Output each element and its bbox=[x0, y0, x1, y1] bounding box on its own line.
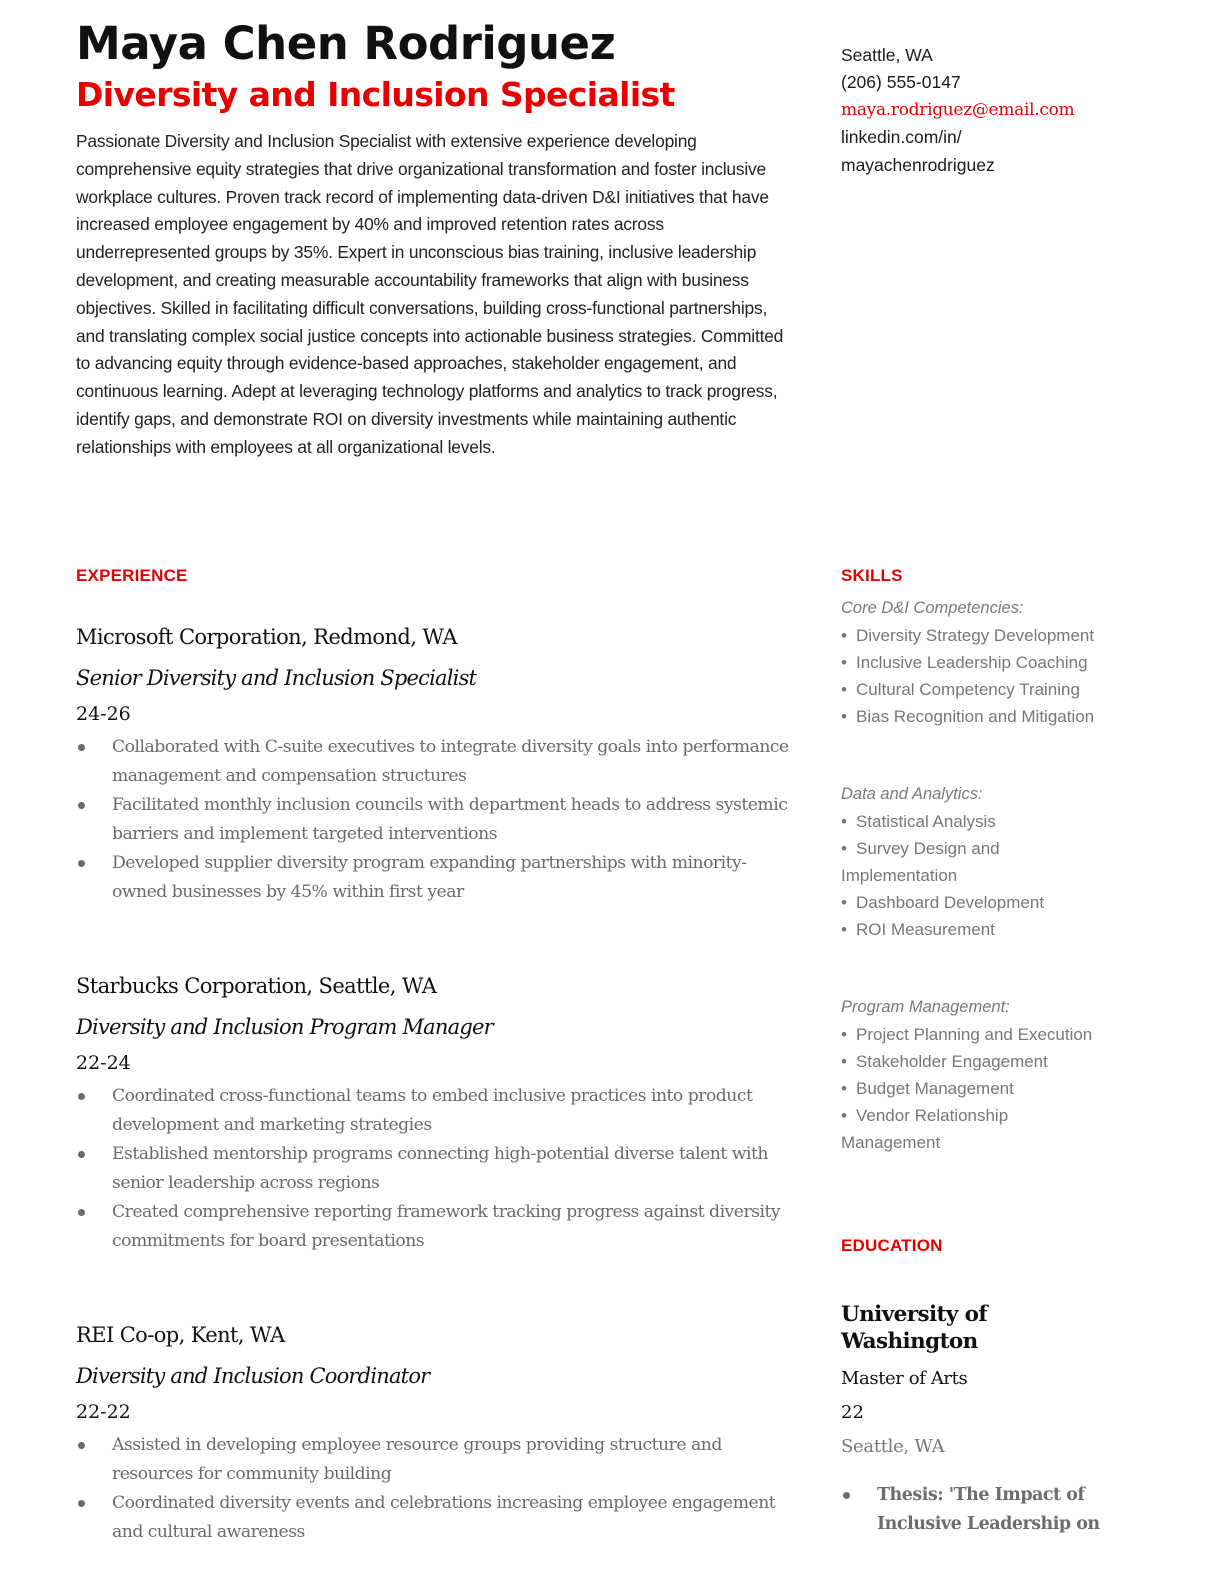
job-role: Diversity and Inclusion Coordinator bbox=[76, 1364, 430, 1388]
bullet-dot-icon: • bbox=[841, 1052, 847, 1071]
skills-heading: SKILLS bbox=[841, 566, 903, 585]
header-left bbox=[76, 14, 786, 462]
bullet-dot-icon: • bbox=[841, 1106, 847, 1125]
job-company: Starbucks Corporation, Seattle, WA bbox=[76, 974, 437, 998]
skill-text: Vendor Relationship Management bbox=[841, 1106, 1009, 1152]
job-bullet bbox=[76, 1431, 796, 1489]
job-bullet bbox=[76, 1082, 796, 1140]
bullet-dot-icon bbox=[843, 1492, 850, 1499]
education-section bbox=[841, 1236, 1121, 1539]
job-dates: 24-26 bbox=[76, 703, 131, 725]
bullet-dot-icon: • bbox=[841, 626, 847, 645]
skill-group bbox=[841, 781, 1141, 943]
bullet-dot-icon bbox=[78, 744, 85, 751]
skill-text: Bias Recognition and Mitigation bbox=[856, 707, 1095, 726]
bullet-dot-icon: • bbox=[841, 653, 847, 672]
skills-section bbox=[841, 566, 1141, 1156]
experience-heading: EXPERIENCE bbox=[76, 566, 188, 585]
education-bullets bbox=[841, 1481, 1121, 1539]
skill-text: Stakeholder Engagement bbox=[856, 1052, 1048, 1071]
job-entry bbox=[76, 971, 796, 1256]
skill-group-label: Program Management: bbox=[841, 998, 1010, 1016]
bullet-dot-icon bbox=[78, 802, 85, 809]
bullet-dot-icon: • bbox=[841, 1025, 847, 1044]
job-entry bbox=[76, 1320, 796, 1547]
skill-item bbox=[841, 835, 1021, 889]
job-entry bbox=[76, 622, 796, 907]
job-bullets bbox=[76, 1431, 796, 1547]
job-bullet bbox=[76, 1489, 796, 1547]
skill-text: Statistical Analysis bbox=[856, 812, 996, 831]
education-bullet bbox=[841, 1481, 1121, 1539]
contact-info bbox=[841, 42, 1131, 179]
job-bullet-text: Established mentorship programs connecting high-potential diverse talent with senior leadership across regions bbox=[112, 1144, 768, 1193]
education-degree: Master of Arts bbox=[841, 1368, 968, 1389]
skill-item bbox=[841, 676, 1141, 703]
skill-text: Dashboard Development bbox=[856, 893, 1045, 912]
skill-text: ROI Measurement bbox=[856, 920, 995, 939]
contact-phone: (206) 555-0147 bbox=[841, 72, 961, 93]
skill-group bbox=[841, 595, 1141, 730]
job-bullet-text: Coordinated diversity events and celebrations increasing employee engagement and cultural awareness bbox=[112, 1493, 776, 1542]
job-bullet-text: Coordinated cross-functional teams to embed inclusive practices into product development and marketing strategies bbox=[112, 1086, 753, 1135]
skill-item bbox=[841, 1021, 1141, 1048]
job-bullet-text: Collaborated with C-suite executives to integrate diversity goals into performance management and compensation structures bbox=[112, 737, 789, 786]
skill-text: Survey Design and Implementation bbox=[841, 839, 1000, 885]
job-bullet bbox=[76, 733, 796, 791]
skill-item bbox=[841, 916, 1141, 943]
bullet-dot-icon: • bbox=[841, 680, 847, 699]
skill-text: Cultural Competency Training bbox=[856, 680, 1080, 699]
candidate-title: Diversity and Inclusion Specialist bbox=[76, 75, 675, 114]
job-bullets bbox=[76, 1082, 796, 1256]
job-company: Microsoft Corporation, Redmond, WA bbox=[76, 625, 457, 649]
skill-group-label: Data and Analytics: bbox=[841, 785, 983, 803]
skill-item bbox=[841, 1075, 1141, 1102]
bullet-dot-icon: • bbox=[841, 812, 847, 831]
job-role: Senior Diversity and Inclusion Specialist bbox=[76, 666, 477, 690]
job-role: Diversity and Inclusion Program Manager bbox=[76, 1015, 493, 1039]
job-company: REI Co-op, Kent, WA bbox=[76, 1323, 285, 1347]
job-dates: 22-22 bbox=[76, 1401, 131, 1423]
professional-summary: Passionate Diversity and Inclusion Specialist with extensive experience developing comprehensive equity strategies that drive organizational transformation and foster inclusive workplace cultures. Proven track record of implementing data-driven D&I initiatives that have increased employee engagement by 40% and improved retention rates across underrepresented groups by 35%. Expert in unconscious bias training, inclusive leadership development, and creating measurable accountability frameworks that align with business objectives. Skilled in facilitating difficult conversations, building cross-functional partnerships, and translating complex social justice concepts into actionable business strategies. Committed to advancing equity through evidence-based approaches, stakeholder engagement, and continuous learning. Adept at leveraging technology platforms and analytics to track progress, identify gaps, and demonstrate ROI on diversity investments while maintaining authentic relationships with employees at all organizational levels. bbox=[76, 131, 784, 457]
contact-email-link[interactable]: maya.rodriguez@email.com bbox=[841, 99, 1075, 120]
contact-linkedin-line1[interactable]: linkedin.com/in/ bbox=[841, 127, 962, 148]
experience-section bbox=[76, 566, 796, 1547]
skill-item bbox=[841, 622, 1141, 649]
skill-item bbox=[841, 703, 1141, 730]
skill-text: Inclusive Leadership Coaching bbox=[856, 653, 1088, 672]
skill-text: Project Planning and Execution bbox=[856, 1025, 1093, 1044]
skill-text: Diversity Strategy Development bbox=[856, 626, 1095, 645]
bullet-dot-icon: • bbox=[841, 707, 847, 726]
education-school: University of Washington bbox=[841, 1302, 988, 1354]
skill-text: Budget Management bbox=[856, 1079, 1014, 1098]
contact-linkedin-line2[interactable]: mayachenrodriguez bbox=[841, 154, 995, 175]
bullet-dot-icon bbox=[78, 1442, 85, 1449]
skill-group bbox=[841, 994, 1141, 1156]
education-heading: EDUCATION bbox=[841, 1236, 943, 1255]
job-bullet bbox=[76, 791, 796, 849]
job-bullet-text: Created comprehensive reporting framework tracking progress against diversity commitments for board presentations bbox=[112, 1202, 781, 1251]
skill-item bbox=[841, 808, 1141, 835]
skill-item bbox=[841, 649, 1141, 676]
job-bullet-text: Assisted in developing employee resource groups providing structure and resources for community building bbox=[112, 1435, 722, 1484]
job-dates: 22-24 bbox=[76, 1052, 131, 1074]
job-bullets bbox=[76, 733, 796, 907]
contact-location: Seattle, WA bbox=[841, 45, 933, 65]
bullet-dot-icon: • bbox=[841, 1079, 847, 1098]
skill-item bbox=[841, 1102, 1021, 1156]
job-bullet-text: Developed supplier diversity program expanding partnerships with minority-owned businesses by 45% within first year bbox=[112, 853, 747, 902]
job-bullet-text: Facilitated monthly inclusion councils with department heads to address systemic barriers and implement targeted interventions bbox=[112, 795, 788, 844]
education-year: 22 bbox=[841, 1402, 864, 1423]
skill-item bbox=[841, 1048, 1141, 1075]
job-bullet bbox=[76, 1198, 796, 1256]
bullet-dot-icon bbox=[78, 1093, 85, 1100]
bullet-dot-icon: • bbox=[841, 920, 847, 939]
job-bullet bbox=[76, 1140, 796, 1198]
bullet-dot-icon: • bbox=[841, 893, 847, 912]
bullet-dot-icon bbox=[78, 1500, 85, 1507]
job-bullet bbox=[76, 849, 796, 907]
bullet-dot-icon bbox=[78, 1209, 85, 1216]
bullet-dot-icon: • bbox=[841, 839, 847, 858]
bullet-dot-icon bbox=[78, 860, 85, 867]
education-location: Seattle, WA bbox=[841, 1436, 945, 1457]
skill-group-label: Core D&I Competencies: bbox=[841, 599, 1024, 617]
skill-item bbox=[841, 889, 1141, 916]
bullet-dot-icon bbox=[78, 1151, 85, 1158]
education-bullet-text: Thesis: 'The Impact of Inclusive Leadership on bbox=[877, 1485, 1100, 1534]
candidate-name: Maya Chen Rodriguez bbox=[76, 17, 616, 70]
